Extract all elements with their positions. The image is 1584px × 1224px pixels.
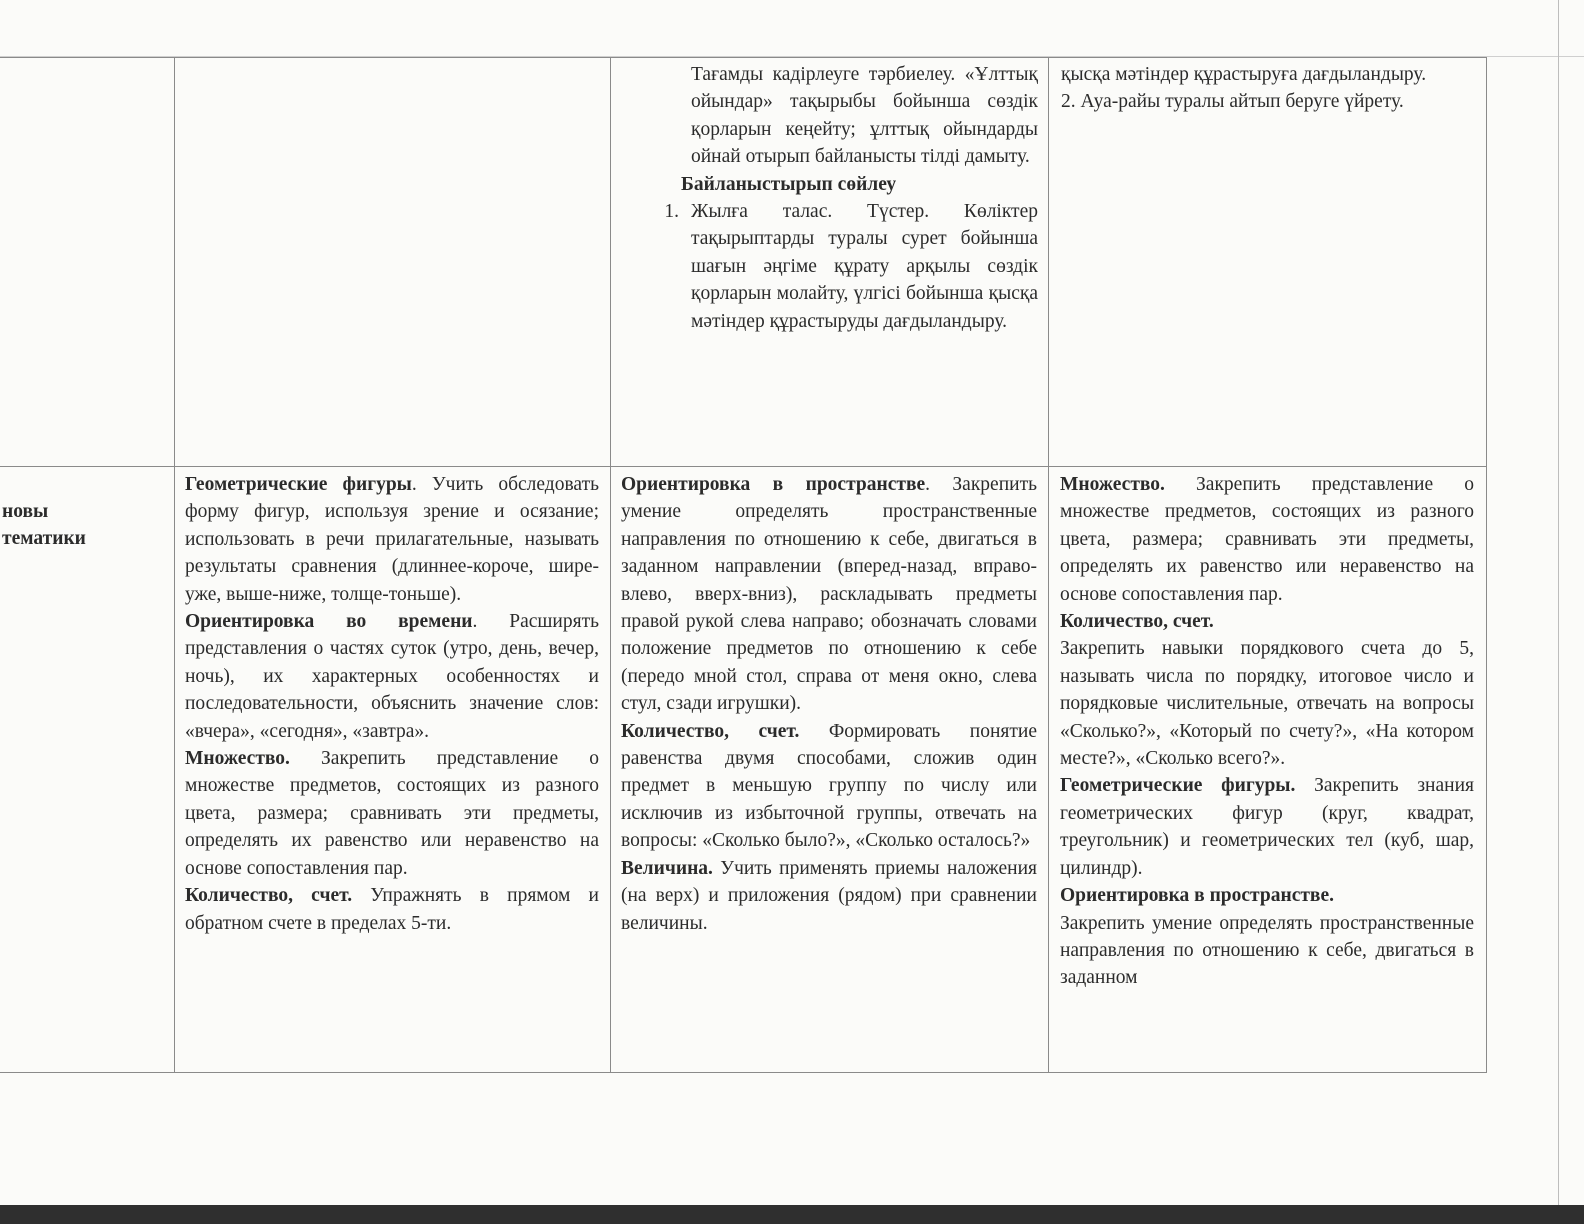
para-text: Упражнять в прямом и обратном счете в пределах 5-ти. — [185, 885, 599, 934]
paragraph-space-body — [1060, 910, 1474, 992]
paragraph-geometric-figures — [1060, 772, 1474, 882]
paragraph-counting — [185, 882, 599, 937]
bold-lead: Ориентировка в пространстве — [621, 474, 926, 495]
table-top-line — [0, 57, 1486, 58]
bold-lead: Ориентировка во времени — [185, 611, 473, 633]
para-text: Закрепить представление о множестве предметов, состоящих из разного цвета, размера; сравнивать эти предметы, определять их равенство или неравенство на основе сопоставления пар. — [1060, 474, 1474, 605]
para-text: . Расширять представления о частях суток (утро, день, вечер, ночь), их характерных особенностях и последовательности, объяснить значение слов: «вчера», «сегодня», «завтра». — [185, 611, 599, 742]
para-text: Формировать понятие равенства двумя способами, сложив один предмет в меньшую группу по числу или исключив из избыточной группы, отвечать на вопросы: «Сколько было?», «Сколько осталось?» — [621, 720, 1037, 852]
column-divider-3 — [1048, 57, 1049, 1073]
item-number: 1. — [664, 201, 679, 223]
section-heading: Байланыстырып сөйлеу — [681, 173, 897, 195]
paragraph-geometric-figures — [185, 471, 599, 608]
bold-lead: Ориентировка в пространстве. — [1060, 885, 1334, 907]
col4-text-line1: қысқа мәтіндер құрастыруға дағдыландыру. — [1061, 64, 1427, 85]
paragraph-counting — [621, 718, 1037, 855]
bold-lead: Количество, счет. — [185, 885, 353, 907]
paragraph-space-heading — [1060, 882, 1474, 909]
row-label-line1: новы — [2, 501, 49, 522]
paragraph-magnitude — [621, 855, 1037, 937]
row-divider — [0, 466, 1486, 467]
para-text: . Учить обследовать форму фигур, используя зрение и осязание; использовать в речи прилагательные, называть результаты сравнения (длиннее-короче, шире-уже, выше-ниже, толще-тоньше). — [185, 474, 599, 605]
paragraph-time-orientation — [185, 608, 599, 745]
paragraph-counting-heading — [1060, 608, 1474, 635]
para-text: Закрепить знания геометрических фигур (круг, квадрат, треугольник) и геометрических тел (куб, шар, цилиндр). — [1060, 775, 1474, 879]
para-text: Закрепить навыки порядкового счета до 5, называть числа по порядку, итоговое число и порядковые числительные, отвечать на вопросы «Сколько?», «Который по счету?», «На котором месте?», «Сколько всего?». — [1060, 638, 1474, 770]
item-text: Жылға талас. Түстер. Көліктер тақырыптарды туралы сурет бойынша шағын әңгіме құрату арқылы сөздік қорларын молайту, үлгісі бойынша қысқа мәтіндер құрастыруды дағдыландыру. — [691, 201, 1038, 332]
bold-lead: Множество. — [185, 748, 290, 770]
row-label-line2: тематики — [2, 528, 86, 549]
para-text: Закрепить умение определять пространственные направления по отношению к себе, двигаться в заданном — [1060, 912, 1474, 989]
para-text: Закрепить представление о множестве предметов, состоящих из разного цвета, размера; сравнивать эти предметы, определять их равенство или неравенство на основе сопоставления пар. — [185, 748, 599, 879]
table-bottom-line — [0, 1072, 1486, 1073]
column-divider-1 — [174, 57, 175, 1073]
para-text: Учить применять приемы наложения (на верх) и приложения (рядом) при сравнении величины. — [621, 857, 1037, 934]
bold-lead: Количество, счет. — [1060, 611, 1214, 633]
paragraph-counting-body — [1060, 635, 1474, 772]
numbered-item-1 — [650, 198, 1038, 335]
paragraph-set — [1060, 471, 1474, 608]
para-text: . Закрепить умение определять пространственные направления по отношению к себе, двигаться в заданном направлении (вперед-назад, вправо-влево, вверх-вниз), раскладывать предметы правой рукой слева направо; обозначать словами положение предметов по отношению к себе (передо мной стол, справа от меня окно, слева стул, сзади игрушки). — [621, 474, 1037, 715]
bottom-row-col3-cell — [621, 471, 1037, 937]
scanner-bottom-edge — [0, 1205, 1584, 1224]
bottom-row-col4-cell — [1060, 471, 1474, 992]
paragraph-space-orientation — [621, 471, 1037, 718]
bold-lead: Множество. — [1060, 474, 1165, 495]
column-divider-4 — [1486, 57, 1487, 1073]
page-right-edge — [1558, 0, 1559, 1205]
column-divider-2 — [610, 57, 611, 1073]
bold-lead: Величина. — [621, 857, 713, 879]
bold-lead: Геометрические фигуры. — [1060, 775, 1296, 797]
top-row-col4-cell — [1061, 61, 1474, 116]
bottom-row-col2-cell — [185, 471, 599, 937]
bold-lead: Количество, счет. — [621, 720, 800, 742]
top-row-col3-cell — [650, 61, 1038, 335]
col4-text-line2: 2. Ауа-райы туралы айтып беруге үйрету. — [1061, 91, 1404, 113]
kazakh-intro-text: Тағамды кадірлеуге тәрбиелеу. «Ұлттық ойындар» тақырыбы бойынша сөздік қорларын кеңейту; ұлттық ойындарды ойнай отырып байланысты тілді дамыту. — [691, 64, 1038, 168]
paragraph-set — [185, 745, 599, 882]
bold-lead: Геометрические фигуры — [185, 474, 412, 495]
